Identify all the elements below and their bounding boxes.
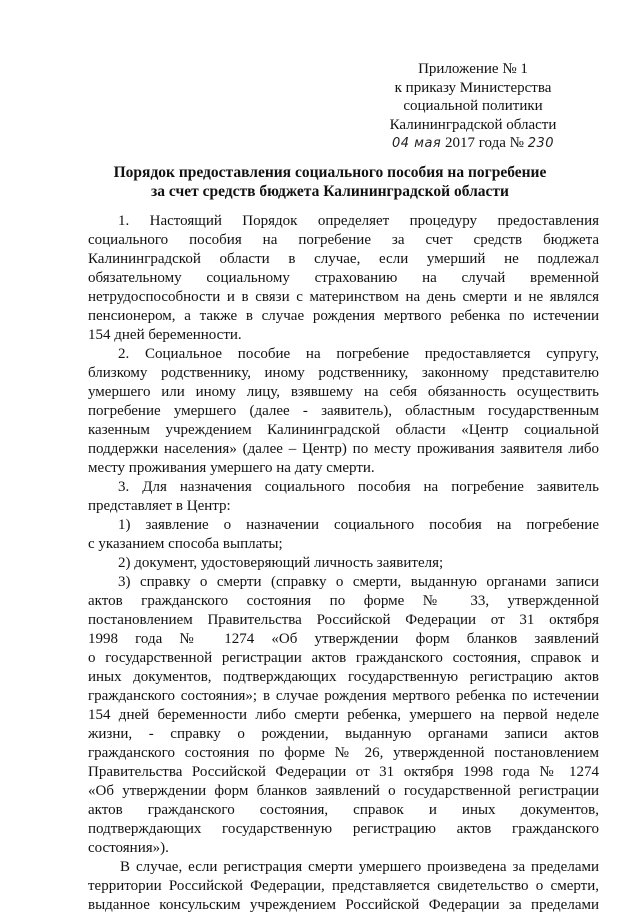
paragraph-foreign-registration [88,858,599,915]
body-line: постановлением Правительства Российской Федерации от 31 октября [88,612,599,628]
title-line-2: за счет средств бюджета Калининградской области [151,183,509,200]
body-line: подтверждающих государственную регистрацию актов гражданского [88,821,599,837]
body-line: жизни, - справку о рождении, выданную органами записи актов [88,726,599,742]
body-line: 2) документ, удостоверяющий личность заявителя; [118,555,444,571]
body-line: 2. Социальное пособие на погребение предоставляется супругу, [118,346,599,362]
body-line: умершего или иному лицу, взявшему на себя обязанность осуществить [88,384,599,400]
order-date-line [366,134,580,154]
handwritten-number: 230 [527,136,555,151]
body-line: состояния»). [88,840,169,856]
body-line: 1. Настоящий Порядок определяет процедуру предоставления [118,213,599,229]
body-line: казенным учреждением Калининградской области «Центр социальной [88,422,599,438]
body-line: гражданского состояния»; в случае рождения мертвого ребенка по истечении [88,688,599,704]
body-line: с указанием способа выплаты; [88,536,283,552]
document-title [60,163,600,201]
region-name: Калининградской области [389,116,557,133]
appendix-label: Приложение № 1 [418,61,528,77]
document-body [88,212,599,915]
body-line: гражданского состояния по форме № 26, утвержденной постановлением [88,745,599,761]
body-line: 154 дней беременности либо смерти ребенка, умершего на первой неделе [88,707,599,723]
body-line: иных документов, подтверждающих государственную регистрацию актов [88,669,599,685]
body-line: близкому родственнику, иному родственнику, законному представителю [88,365,599,381]
body-line: нетрудоспособности и в связи с материнством на день смерти и не являлся [88,289,599,305]
paragraph-1 [88,212,599,345]
body-line: актов гражданского состояния, справок и иных документов, [88,802,599,818]
body-line: 1998 года № 1274 «Об утверждении форм бланков заявлений [88,631,599,647]
order-reference: к приказу Министерства [394,79,552,96]
body-line: поддержки населения» (далее – Центр) по месту проживания заявителя либо [88,441,599,457]
body-line: представляет в Центр: [88,498,231,514]
ministry-name: социальной политики [403,98,543,114]
approval-block [366,60,580,154]
body-line: Правительства Российской Федерации от 31 октября 1998 года № 1274 [88,764,599,780]
body-line: 1) заявление о назначении социального пособия на погребение [118,517,599,533]
body-line: 154 дней беременности. [88,327,242,343]
body-line: «Об утверждении форм бланков заявлений о государственной регистрации [88,783,599,799]
list-item-3 [88,573,599,858]
paragraph-3 [88,478,599,516]
body-line: обязательному социальному страхованию на случай временной [88,270,599,286]
list-item-2 [88,554,599,573]
body-line: месту проживания умершего на дату смерти. [88,460,375,476]
title-line-1: Порядок предоставления социального пособия на погребение [113,164,547,181]
list-item-1 [88,516,599,554]
body-line: В случае, если регистрация смерти умершего произведена за пределами [120,859,599,875]
body-line: пенсионером, а также в случае рождения мертвого ребенка по истечении [88,308,599,324]
body-line: погребение умершего (далее - заявитель), областным государственным [88,403,599,419]
body-line: 3. Для назначения социального пособия на погребение заявитель [118,479,599,495]
body-line: актов гражданского состояния по форме № 33, утвержденной [88,593,599,609]
handwritten-date: 04 мая [391,136,442,151]
order-year: 2017 года № [445,135,524,151]
body-line: Калининградской области в случае, если умерший не подлежал [88,251,599,267]
body-line: социального пособия на погребение за счет средств бюджета [88,232,599,248]
body-line: о государственной регистрации актов гражданского состояния, справок и [88,650,599,666]
body-line: выданное консульским учреждением Российской Федерации за пределами [88,897,599,913]
paragraph-2 [88,345,599,478]
body-line: территории Российской Федерации, представляется свидетельство о смерти, [88,878,599,894]
body-line: 3) справку о смерти (справку о смерти, выданную органами записи [118,574,599,590]
